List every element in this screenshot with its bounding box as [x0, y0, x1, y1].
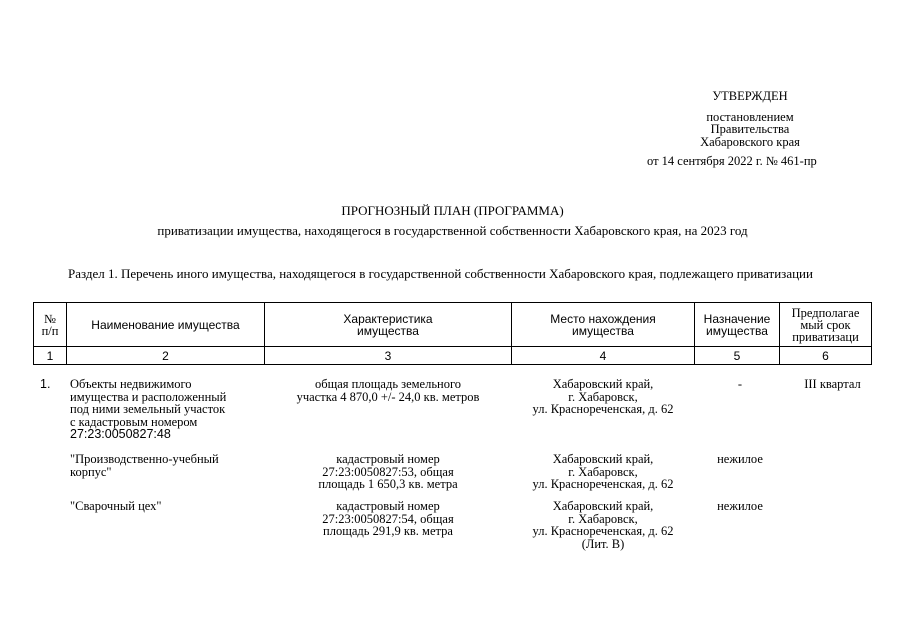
text-line: г. Хабаровск, [568, 389, 638, 404]
text-line: Хабаровский край, [552, 452, 654, 466]
column-number: 6 [780, 347, 872, 365]
text-line: Объекты недвижимого [70, 377, 192, 391]
property-purpose: - [737, 377, 743, 391]
header-cell-name [67, 303, 265, 347]
property-purpose: нежилое [717, 452, 763, 466]
approval-line: Хабаровского края [700, 134, 800, 149]
text-line: ул. Краснореченская, д. 62 [532, 477, 674, 491]
column-number: 2 [67, 347, 265, 365]
text-line: 27:23:0050827:48 [70, 427, 171, 441]
property-location [508, 378, 698, 416]
property-characteristic [268, 500, 508, 538]
text-line: площадь 291,9 кв. метра [323, 524, 453, 538]
text-line: 27:23:0050827:54, общая [322, 511, 454, 526]
text-line: "Производственно-учебный [70, 452, 219, 466]
header-cell-characteristic [265, 303, 512, 347]
text-line: корпус" [70, 464, 112, 479]
property-location [508, 453, 698, 491]
header-cell-number [34, 303, 67, 347]
text-line: общая площадь земельного [314, 377, 462, 391]
column-number: 5 [695, 347, 780, 365]
header-line: Наименование имущества [91, 317, 240, 332]
text-line: г. Хабаровск, [568, 511, 638, 526]
column-number: 1 [34, 347, 67, 365]
property-purpose: нежилое [717, 499, 763, 513]
approval-block [640, 90, 870, 168]
property-name [70, 500, 270, 513]
property-name [70, 378, 270, 441]
property-name [70, 453, 270, 478]
header-cell-term [780, 303, 872, 347]
header-line: п/п [41, 323, 59, 338]
text-line: кадастровый номер [336, 499, 440, 513]
text-line: Хабаровский край, [552, 499, 654, 513]
header-cell-location [512, 303, 695, 347]
property-characteristic [268, 378, 508, 403]
document-title: ПРОГНОЗНЫЙ ПЛАН (ПРОГРАММА) [341, 203, 564, 218]
approval-date: от 14 сентября 2022 г. № 461-пр [647, 154, 817, 168]
header-line: имущества [572, 323, 634, 338]
text-line: участка 4 870,0 +/- 24,0 кв. метров [296, 389, 480, 404]
text-line: "Сварочный цех" [70, 499, 162, 513]
text-line: Хабаровский край, [552, 377, 654, 391]
text-line: кадастровый номер [336, 452, 440, 466]
privatization-term: III квартал [804, 377, 861, 391]
header-line: приватизаци [792, 329, 859, 344]
text-line: 27:23:0050827:53, общая [322, 464, 454, 479]
column-number: 3 [265, 347, 512, 365]
header-line: Место нахождения [550, 311, 656, 326]
header-line: имущества [706, 323, 768, 338]
text-line: площадь 1 650,3 кв. метра [318, 477, 458, 491]
text-line: под ними земельный участок [70, 402, 226, 416]
column-number: 4 [512, 347, 695, 365]
property-table-header [33, 302, 872, 365]
property-location [508, 500, 698, 550]
approved-heading: УТВЕРЖДЕН [712, 89, 788, 103]
header-line: Назначение [703, 311, 771, 326]
text-line: (Лит. В) [581, 536, 625, 551]
approval-line: Правительства [710, 122, 790, 136]
header-line: Характеристика [343, 311, 433, 326]
row-number: 1. [40, 377, 51, 391]
approval-line: постановлением [706, 109, 794, 124]
text-line: с кадастровым номером [70, 414, 198, 429]
header-line: № [44, 311, 56, 326]
header-line: имущества [357, 323, 419, 338]
text-line: ул. Краснореченская, д. 62 [532, 524, 674, 538]
text-line: ул. Краснореченская, д. 62 [532, 402, 674, 416]
text-line: г. Хабаровск, [568, 464, 638, 479]
header-line: мый срок [800, 317, 851, 332]
header-line: Предполагае [791, 305, 860, 320]
document-subtitle: приватизации имущества, находящегося в государственной собственности Хабаровского края, на 2023 год [157, 223, 748, 238]
header-cell-purpose [695, 303, 780, 347]
text-line: имущества и расположенный [70, 389, 227, 404]
property-characteristic [268, 453, 508, 491]
section-heading: Раздел 1. Перечень иного имущества, находящегося в государственной собственности Хабаровского края, подлежащего приватизации [68, 266, 813, 281]
